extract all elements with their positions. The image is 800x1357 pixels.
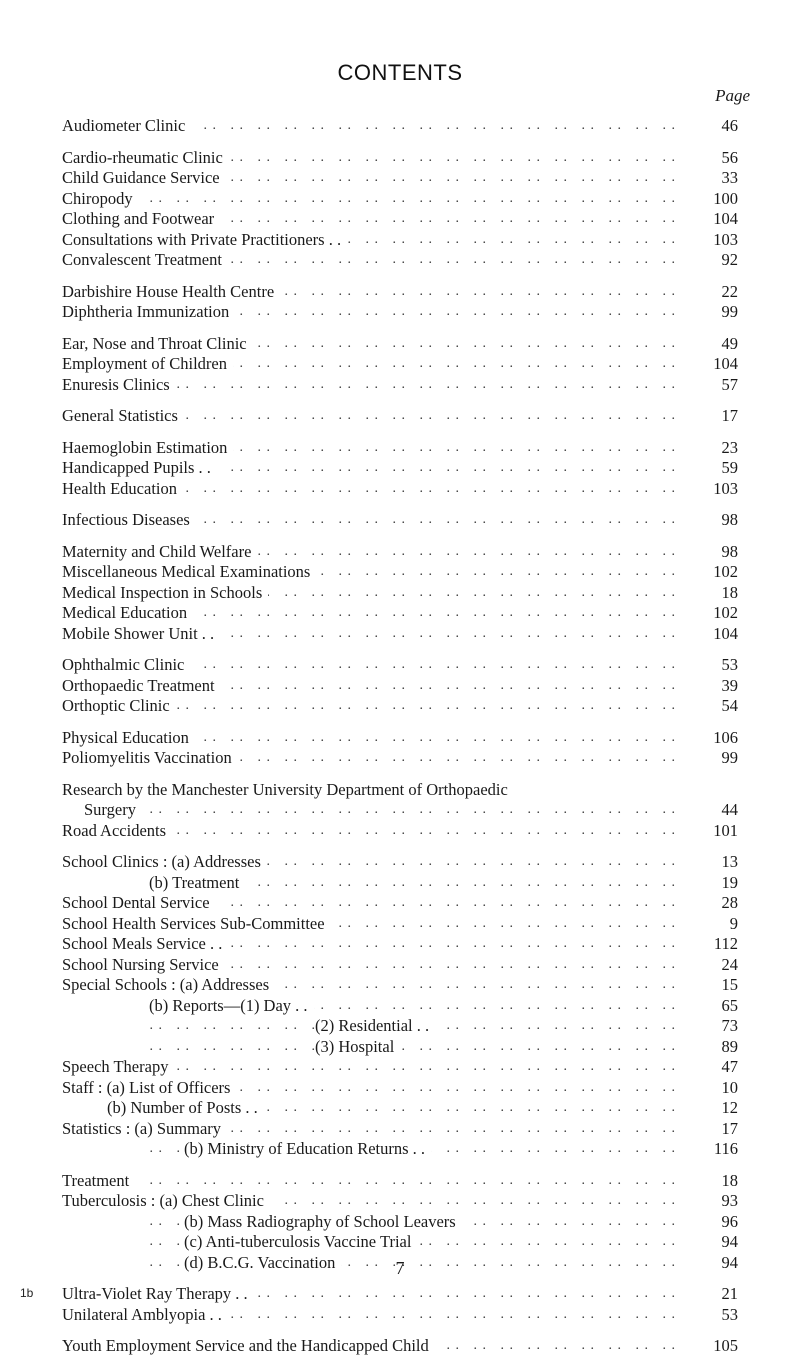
contents-entry <box>62 1078 738 1099</box>
entry-title: Audiometer Clinic <box>62 116 191 135</box>
entry-title: (b) Ministry of Education Returns . . <box>184 1139 431 1158</box>
contents-entry <box>62 302 738 323</box>
contents-entry <box>62 893 738 914</box>
contents-entry <box>62 148 738 169</box>
contents-entry <box>62 1057 738 1078</box>
contents-entry <box>62 728 738 749</box>
entry-page-number: 94 <box>678 1253 738 1274</box>
entry-title: Clothing and Footwear <box>62 209 220 228</box>
entry-title: Medical Education <box>62 603 193 622</box>
entry-page-number: 99 <box>678 302 738 323</box>
entry-title: Handicapped Pupils . . <box>62 458 217 477</box>
entry-page-number: 98 <box>678 510 738 531</box>
entry-title: Surgery <box>84 800 142 819</box>
contents-entry <box>62 1305 738 1326</box>
entry-title: School Meals Service . . <box>62 934 228 953</box>
entry-title: School Clinics : (a) Addresses <box>62 852 267 871</box>
entry-page-number: 17 <box>678 406 738 427</box>
entry-page-number: 39 <box>678 676 738 697</box>
entry-title: Infectious Diseases <box>62 510 196 529</box>
entry-page-number: 13 <box>678 852 738 873</box>
entry-title: Statistics : (a) Summary <box>62 1119 227 1138</box>
contents-entry <box>62 655 738 676</box>
entry-page-number: 18 <box>678 1171 738 1192</box>
contents-entry <box>62 1098 738 1119</box>
page-column-heading: Page <box>715 86 750 105</box>
contents-entry <box>62 458 738 479</box>
contents-entry <box>62 510 738 531</box>
entry-title: Ultra-Violet Ray Therapy . . <box>62 1284 254 1303</box>
contents-entry <box>62 821 738 842</box>
entry-title: Special Schools : (a) Addresses <box>62 975 275 994</box>
entry-title: Staff : (a) List of Officers <box>62 1078 236 1097</box>
contents-entry <box>62 1191 738 1212</box>
entry-page-number: 105 <box>678 1336 738 1357</box>
contents-entry <box>62 116 738 137</box>
entry-page-number: 47 <box>678 1057 738 1078</box>
entry-title: Orthoptic Clinic <box>62 696 176 715</box>
entry-page-number: 73 <box>678 1016 738 1037</box>
entry-page-number: 15 <box>678 975 738 996</box>
entry-title: Convalescent Treatment <box>62 250 228 269</box>
contents-entry <box>62 1336 738 1357</box>
entry-title: Poliomyelitis Vaccination <box>62 748 238 767</box>
contents-entry <box>62 1016 738 1037</box>
contents-entry <box>62 1232 738 1253</box>
entry-title: Haemoglobin Estimation <box>62 438 233 457</box>
entry-page-number: 93 <box>678 1191 738 1212</box>
entry-title: (c) Anti-tuberculosis Vaccine Trial <box>184 1232 417 1251</box>
entry-title: School Health Services Sub-Committee <box>62 914 331 933</box>
contents-entry <box>62 676 738 697</box>
entry-page-number: 10 <box>678 1078 738 1099</box>
entry-page-number: 104 <box>678 624 738 645</box>
page-number: 7 <box>395 1258 405 1278</box>
entry-title: Diphtheria Immunization <box>62 302 235 321</box>
entry-page-number: 23 <box>678 438 738 459</box>
entry-title: Maternity and Child Welfare <box>62 542 257 561</box>
entry-title: Mobile Shower Unit . . <box>62 624 220 643</box>
entry-title: Consultations with Private Practitioners . . <box>62 230 347 249</box>
entry-title: Tuberculosis : (a) Chest Clinic <box>62 1191 270 1210</box>
contents-entry <box>62 354 738 375</box>
contents-entry <box>62 250 738 271</box>
contents-entry <box>62 624 738 645</box>
entry-page-number: 101 <box>678 821 738 842</box>
entry-page-number: 104 <box>678 209 738 230</box>
entry-page-number: 56 <box>678 148 738 169</box>
contents-entry <box>62 282 738 303</box>
entry-title: (b) Number of Posts . . <box>107 1098 264 1117</box>
entry-page-number: 46 <box>678 116 738 137</box>
entry-title: (b) Treatment <box>149 873 245 892</box>
entry-title: (d) B.C.G. Vaccination <box>184 1253 341 1272</box>
entry-title: Youth Employment Service and the Handicapped Child <box>62 1336 435 1355</box>
contents-entry <box>62 1139 738 1160</box>
entry-title: School Nursing Service <box>62 955 225 974</box>
contents-entry <box>62 230 738 251</box>
entry-page-number: 24 <box>678 955 738 976</box>
entry-page-number: 53 <box>678 655 738 676</box>
contents-entry <box>62 996 738 1017</box>
entry-page-number: 89 <box>678 1037 738 1058</box>
contents-entry <box>62 334 738 355</box>
contents-entry <box>62 914 738 935</box>
contents-entry <box>62 479 738 500</box>
contents-entry <box>62 696 738 717</box>
entry-title: Darbishire House Health Centre <box>62 282 280 301</box>
contents-entry <box>62 873 738 894</box>
entry-page-number: 102 <box>678 603 738 624</box>
entry-title: Enuresis Clinics <box>62 375 176 394</box>
entry-page-number: 92 <box>678 250 738 271</box>
contents-entry <box>62 780 738 801</box>
contents-entry <box>62 800 738 821</box>
entry-page-number: 17 <box>678 1119 738 1140</box>
entry-title: School Dental Service <box>62 893 216 912</box>
entry-page-number: 19 <box>678 873 738 894</box>
entry-page-number: 57 <box>678 375 738 396</box>
entry-page-number: 53 <box>678 1305 738 1326</box>
contents-list <box>62 116 738 1357</box>
entry-page-number: 96 <box>678 1212 738 1233</box>
contents-entry <box>62 1284 738 1305</box>
contents-entry <box>62 1037 738 1058</box>
entry-page-number: 21 <box>678 1284 738 1305</box>
entry-title: (2) Residential . . <box>315 1016 435 1035</box>
entry-title: Health Education <box>62 479 183 498</box>
contents-entry <box>62 583 738 604</box>
contents-entry <box>62 975 738 996</box>
entry-page-number: 116 <box>678 1139 738 1160</box>
page-title: CONTENTS <box>337 60 463 85</box>
entry-title: (b) Mass Radiography of School Leavers <box>184 1212 462 1231</box>
entry-title: Medical Inspection in Schools <box>62 583 268 602</box>
entry-title: Ear, Nose and Throat Clinic <box>62 334 253 353</box>
contents-entry <box>62 406 738 427</box>
entry-page-number: 49 <box>678 334 738 355</box>
entry-page-number: 59 <box>678 458 738 479</box>
contents-entry <box>62 375 738 396</box>
entry-page-number: 103 <box>678 479 738 500</box>
entry-page-number: 99 <box>678 748 738 769</box>
contents-entry <box>62 1119 738 1140</box>
entry-title: Child Guidance Service <box>62 168 226 187</box>
entry-page-number: 112 <box>678 934 738 955</box>
entry-page-number: 22 <box>678 282 738 303</box>
contents-entry <box>62 1171 738 1192</box>
entry-title: Employment of Children <box>62 354 233 373</box>
contents-entry <box>62 542 738 563</box>
entry-page-number: 65 <box>678 996 738 1017</box>
contents-entry <box>62 168 738 189</box>
contents-entry <box>62 934 738 955</box>
entry-page-number: 18 <box>678 583 738 604</box>
contents-entry <box>62 438 738 459</box>
entry-title: Speech Therapy <box>62 1057 174 1076</box>
entry-page-number: 104 <box>678 354 738 375</box>
contents-entry <box>62 603 738 624</box>
contents-entry <box>62 209 738 230</box>
entry-title: Road Accidents <box>62 821 172 840</box>
contents-entry <box>62 1212 738 1233</box>
entry-title: Miscellaneous Medical Examinations <box>62 562 316 581</box>
entry-page-number: 103 <box>678 230 738 251</box>
entry-title: Treatment <box>62 1171 135 1190</box>
entry-title: Cardio-rheumatic Clinic <box>62 148 229 167</box>
contents-entry <box>62 562 738 583</box>
contents-entry <box>62 852 738 873</box>
entry-title: Unilateral Amblyopia . . <box>62 1305 228 1324</box>
entry-title: (b) Reports—(1) Day . . <box>149 996 314 1015</box>
entry-page-number: 106 <box>678 728 738 749</box>
entry-title: General Statistics <box>62 406 184 425</box>
entry-page-number: 9 <box>678 914 738 935</box>
entry-page-number: 94 <box>678 1232 738 1253</box>
entry-title: Physical Education <box>62 728 195 747</box>
entry-title: Ophthalmic Clinic <box>62 655 190 674</box>
entry-title: Research by the Manchester University Department of Orthopaedic <box>62 780 514 799</box>
entry-page-number: 98 <box>678 542 738 563</box>
entry-page-number: 33 <box>678 168 738 189</box>
contents-entry <box>62 748 738 769</box>
entry-title: (3) Hospital <box>315 1037 400 1056</box>
entry-page-number: 44 <box>678 800 738 821</box>
entry-title: Chiropody <box>62 189 139 208</box>
entry-page-number: 102 <box>678 562 738 583</box>
entry-page-number: 28 <box>678 893 738 914</box>
entry-title: Orthopaedic Treatment <box>62 676 221 695</box>
entry-page-number: 54 <box>678 696 738 717</box>
signature-mark: 1b <box>20 1286 34 1300</box>
contents-entry <box>62 955 738 976</box>
contents-entry <box>62 189 738 210</box>
entry-page-number: 12 <box>678 1098 738 1119</box>
entry-page-number: 100 <box>678 189 738 210</box>
